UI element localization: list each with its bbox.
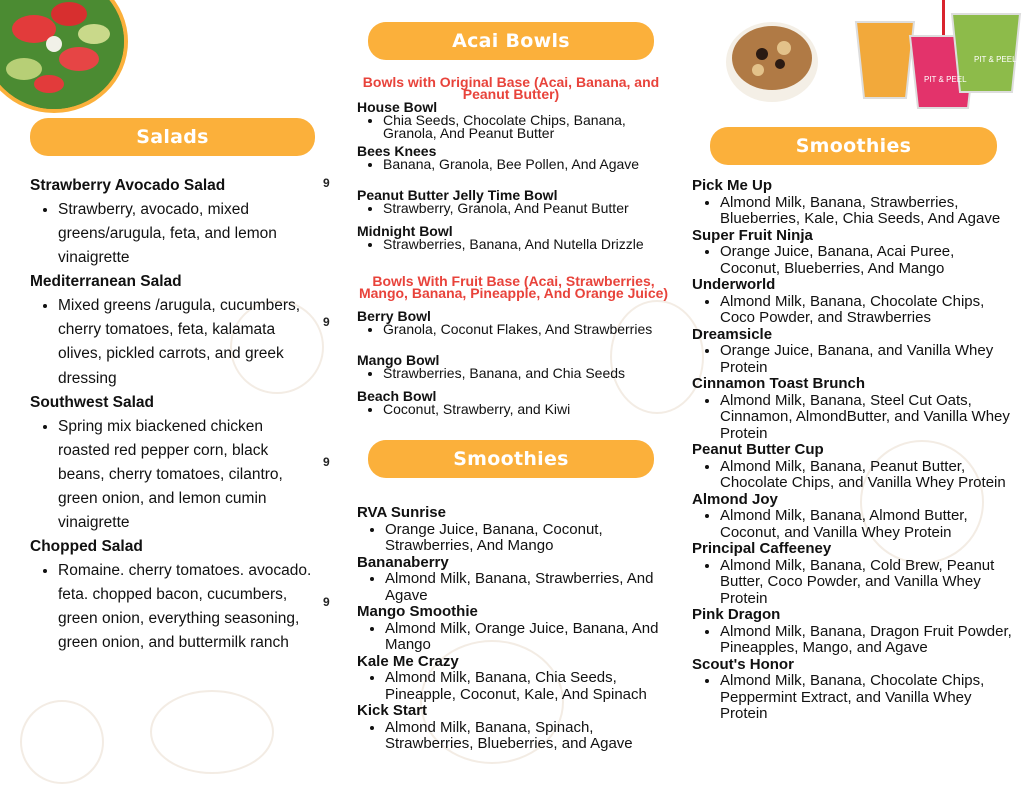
smoothie-name: Super Fruit Ninja <box>692 226 813 244</box>
smoothie-description: • Almond Milk, Banana, Chocolate Chips, Peppermint Extract, and Vanilla Whey Protein <box>720 673 1017 723</box>
salad-name: Chopped Salad <box>30 538 143 556</box>
smoothie-name: Kale Me Crazy <box>357 652 459 670</box>
acai-bowl-photo <box>724 20 820 106</box>
smoothie-name: Principal Caffeeney <box>692 540 832 557</box>
bowl-description: • Coconut, Strawberry, and Kiwi <box>383 403 667 416</box>
bowl-description: • Granola, Coconut Flakes, And Strawberries <box>383 323 667 336</box>
smoothie-description: • Almond Milk, Banana, Chia Seeds, Pineapple, Coconut, Kale, And Spinach <box>385 670 667 703</box>
bowl-name: Berry Bowl <box>357 308 431 324</box>
smoothie-description: • Almond Milk, Banana, Strawberries, Blueberries, Kale, Chia Seeds, And Agave <box>720 195 1017 228</box>
smoothie-description: • Almond Milk, Banana, Steel Cut Oats, Cinnamon, AlmondButter, and Vanilla Whey Protein <box>720 393 1017 443</box>
smoothie-description: • Orange Juice, Banana, and Vanilla Whey Protein <box>720 343 1017 376</box>
smoothie-name: Kick Start <box>357 702 428 719</box>
smoothie-description: • Almond Milk, Banana, Spinach, Strawberries, Blueberries, and Agave <box>385 720 667 753</box>
bowl-description: • Chia Seeds, Chocolate Chips, Banana, Granola, And Peanut Butter <box>383 114 667 139</box>
smoothie-name: Cinnamon Toast Brunch <box>692 375 866 392</box>
smoothie-name: Underworld <box>692 276 776 293</box>
smoothies-list-right <box>692 178 1017 723</box>
salads-list <box>30 174 315 656</box>
salad-name: Strawberry Avocado Salad <box>30 177 226 194</box>
salads-header: Salads <box>30 118 315 156</box>
salad-description: • Romaine. cherry tomatoes. avocado. feta. chopped bacon, cucumbers, green onion, everything seasoning, green onion, and buttermilk ranch <box>58 559 315 655</box>
smoothie-description: • Almond Milk, Banana, Peanut Butter, Chocolate Chips, and Vanilla Whey Protein <box>720 459 1017 492</box>
acai-bowls-header: Acai Bowls <box>368 22 654 60</box>
smoothie-name: Almond Joy <box>692 490 778 508</box>
salad-description: • Strawberry, avocado, mixed greens/arugula, feta, and lemon vinaigrette <box>58 198 315 270</box>
smoothie-description: • Almond Milk, Orange Juice, Banana, And Mango <box>385 621 667 654</box>
bowl-name: Peanut Butter Jelly Time Bowl <box>357 187 558 203</box>
smoothie-description: • Almond Milk, Banana, Chocolate Chips, Coco Powder, and Strawberries <box>720 294 1017 327</box>
smoothie-description: • Almond Milk, Banana, Dragon Fruit Powder, Pineapples, Mango, and Agave <box>720 624 1017 657</box>
fruit-base-bowls <box>357 309 667 425</box>
smoothies-header-right: Smoothies <box>710 127 997 165</box>
original-base-bowls <box>357 100 667 268</box>
salad-name: Southwest Salad <box>30 393 155 411</box>
smoothie-name: Peanut Butter Cup <box>692 441 824 458</box>
smoothie-name: Scout's Honor <box>692 655 794 673</box>
smoothie-name: Pick Me Up <box>692 177 773 194</box>
page-mark: 9 <box>323 176 330 190</box>
bowl-name: Bees Knees <box>357 143 437 159</box>
fruit-base-subheading: Bowls With Fruit Base (Acai, Strawberries, Mango, Banana, Pineapple, And Orange Juice) <box>358 273 669 301</box>
bowl-description: • Strawberries, Banana, And Nutella Drizzle <box>383 238 667 251</box>
smoothie-description: • Orange Juice, Banana, Acai Puree, Coconut, Blueberries, And Mango <box>720 244 1017 277</box>
smoothie-name: Bananaberry <box>357 553 449 571</box>
salad-photo <box>0 0 128 113</box>
smoothie-description: • Almond Milk, Banana, Cold Brew, Peanut Butter, Coco Powder, and Vanilla Whey Protein <box>720 558 1017 608</box>
smoothie-description: • Almond Milk, Banana, Almond Butter, Coconut, and Vanilla Whey Protein <box>720 508 1017 541</box>
cup-label: PIT & PEEL <box>974 55 1017 64</box>
smoothies-list-middle <box>357 505 667 753</box>
smoothie-name: RVA Sunrise <box>357 504 446 521</box>
background-doodle <box>20 700 104 784</box>
smoothie-description: • Orange Juice, Banana, Coconut, Strawberries, And Mango <box>385 522 667 555</box>
smoothie-name: Mango Smoothie <box>357 603 478 620</box>
page-mark: 9 <box>323 595 330 609</box>
page-mark: 9 <box>323 315 330 329</box>
smoothie-name: Dreamsicle <box>692 325 773 343</box>
smoothie-cups-photo <box>852 0 1024 112</box>
bowl-name: Beach Bowl <box>357 388 437 404</box>
background-doodle <box>150 690 274 774</box>
smoothie-description: • Almond Milk, Banana, Strawberries, And Agave <box>385 571 667 604</box>
original-base-subheading: Bowls with Original Base (Acai, Banana, and Peanut Butter) <box>362 74 660 102</box>
bowl-name: Mango Bowl <box>357 352 440 368</box>
bowl-description: • Strawberries, Banana, and Chia Seeds <box>383 367 667 380</box>
bowl-description: • Banana, Granola, Bee Pollen, And Agave <box>383 158 667 171</box>
page-mark: 9 <box>323 455 330 469</box>
salad-name: Mediterranean Salad <box>30 273 182 291</box>
bowl-name: Midnight Bowl <box>357 223 453 239</box>
bowl-description: • Strawberry, Granola, And Peanut Butter <box>383 202 667 215</box>
salad-description: • Mixed greens /arugula, cucumbers, cherry tomatoes, feta, kalamata olives, pickled carrots, and greek dressing <box>58 294 315 390</box>
cup-label: PIT & PEEL <box>924 75 967 84</box>
smoothie-name: Pink Dragon <box>692 606 781 623</box>
bowl-name: House Bowl <box>357 99 438 115</box>
salad-description: • Spring mix biackened chicken roasted red pepper corn, black beans, cherry tomatoes, cilantro, green onion, and lemon cumin vinaigrette <box>58 415 315 535</box>
smoothies-header-middle: Smoothies <box>368 440 654 478</box>
